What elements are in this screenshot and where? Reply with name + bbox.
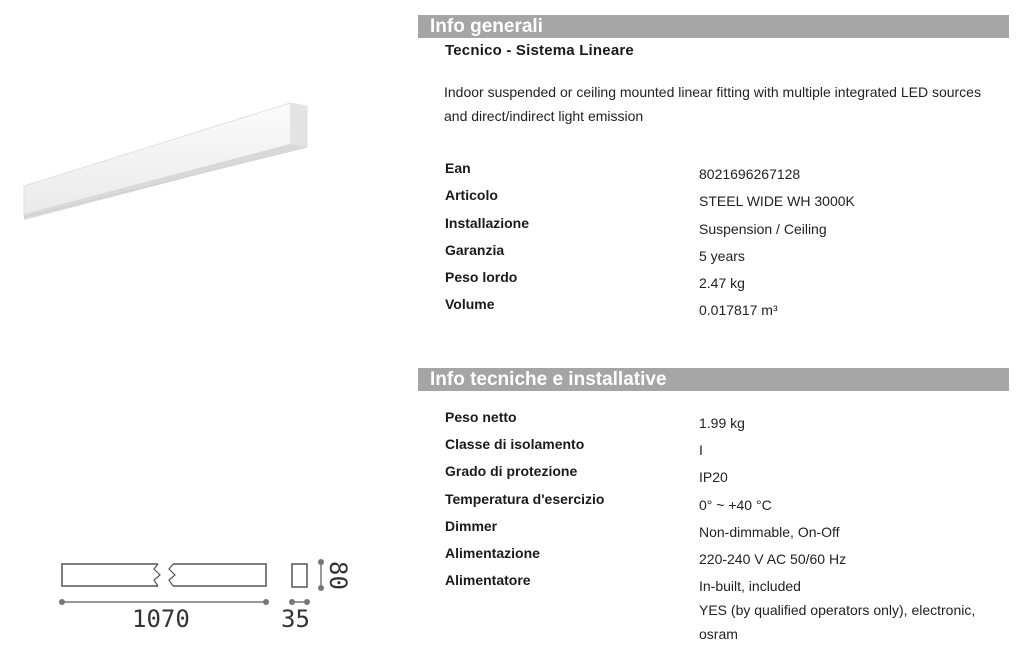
dimension-width: 35	[281, 605, 310, 633]
section-header-general	[418, 15, 1009, 38]
spec-label: Volume	[445, 296, 495, 312]
section-title-general: Info generali	[430, 16, 543, 37]
spec-value: 8021696267128	[699, 166, 801, 182]
spec-row-dimmer	[445, 518, 1005, 545]
spec-value: 1.99 kg	[699, 415, 745, 431]
spec-row-installazione	[445, 215, 1005, 242]
spec-row-alimentatore	[445, 572, 1005, 599]
spec-label: Classe di isolamento	[445, 436, 585, 452]
spec-label: Dimmer	[445, 518, 498, 534]
spec-value: 220-240 V AC 50/60 Hz	[699, 551, 847, 567]
product-image	[18, 96, 318, 236]
spec-value: IP20	[699, 469, 728, 485]
spec-row-grado-protezione	[445, 463, 1005, 490]
spec-label: Ean	[445, 160, 471, 176]
spec-row-garanzia	[445, 242, 1005, 269]
spec-row-temperatura	[445, 491, 1005, 518]
spec-value: YES (by qualified operators only), electronic, osram	[699, 602, 976, 642]
product-subtitle: Tecnico - Sistema Lineare	[445, 42, 634, 59]
spec-row-peso-lordo	[445, 269, 1005, 296]
product-description: Indoor suspended or ceiling mounted linear fitting with multiple integrated LED sources and direct/indirect light emission	[444, 84, 981, 124]
section-title-technical: Info tecniche e installative	[430, 369, 667, 390]
dimension-height: 80	[324, 561, 352, 590]
spec-row-peso-netto	[445, 409, 1005, 436]
spec-value: STEEL WIDE WH 3000K	[699, 193, 855, 209]
spec-value: Non-dimmable, On-Off	[699, 524, 840, 540]
spec-label: Peso netto	[445, 409, 517, 425]
spec-value: 5 years	[699, 248, 745, 264]
spec-label: Alimentazione	[445, 545, 540, 561]
spec-label: Grado di protezione	[445, 463, 578, 479]
spec-label: Alimentatore	[445, 572, 531, 588]
spec-row-alimentatore-detail	[445, 596, 1005, 646]
spec-label: Garanzia	[445, 242, 505, 258]
spec-value: 0.017817 m³	[699, 302, 778, 318]
spec-value: Suspension / Ceiling	[699, 221, 827, 237]
spec-label: Installazione	[445, 215, 530, 231]
spec-value: In-built, included	[699, 578, 801, 594]
spec-label: Temperatura d'esercizio	[445, 491, 605, 507]
spec-value: I	[699, 442, 703, 458]
spec-label: Peso lordo	[445, 269, 518, 285]
dimension-drawing	[50, 555, 370, 645]
dimension-length: 1070	[132, 605, 190, 633]
section-header-technical	[418, 368, 1009, 391]
spec-row-alimentazione	[445, 545, 1005, 572]
spec-value: 2.47 kg	[699, 275, 745, 291]
spec-row-volume	[445, 296, 1005, 323]
spec-row-ean	[445, 160, 1005, 187]
spec-row-classe-isolamento	[445, 436, 1005, 463]
spec-value: 0° ~ +40 °C	[699, 497, 772, 513]
spec-row-articolo	[445, 187, 1005, 214]
spec-label: Articolo	[445, 187, 498, 203]
